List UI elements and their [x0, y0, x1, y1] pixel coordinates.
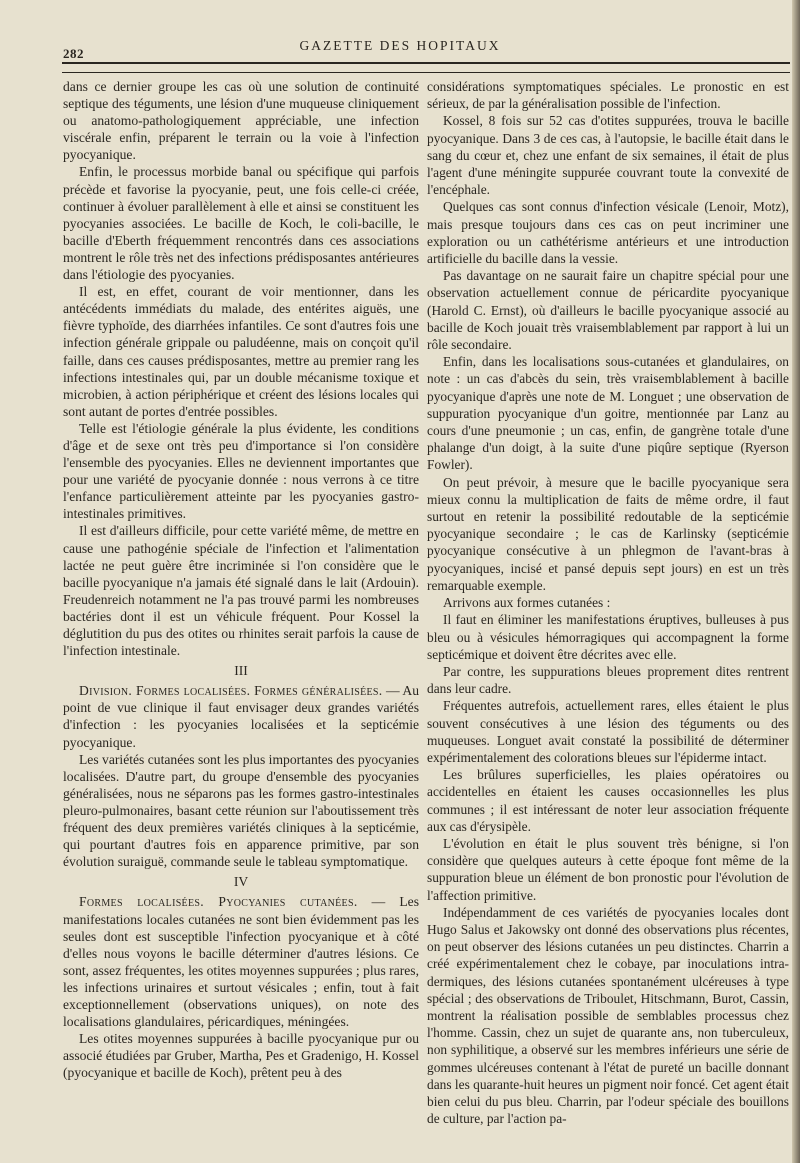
running-title: GAZETTE DES HOPITAUX	[299, 38, 501, 53]
header-rule-thick	[62, 62, 790, 64]
paragraph: On peut prévoir, à mesure que le bacille pyocyanique sera mieux connu la multiplication de faits de même ordre, il faut surtout en retenir la possibilité redoutable de la septicémie pyocyanique secondaire ; le cas de Karlinsky (septicémie pyocyanique consécutive à un phlegmon de l'avant-bras à pyocyaniques, incisé et pansé depuis sept jours) en est un très remarquable exemple.	[427, 474, 789, 593]
section-paragraph	[63, 893, 419, 1030]
left-column	[63, 78, 419, 1081]
paragraph: Telle est l'étiologie générale la plus évidente, les conditions d'âge et de sexe ont très peu d'importance si l'on considère l'ensemble des pyocyanies. Elles ne deviennent importantes que pour une variété de pyocyanie donnée : nous verrons à ce titre l'enfance particulièrement atteinte par les pyocyanies gastro-intestinales primitives.	[63, 420, 419, 522]
paragraph: Fréquentes autrefois, actuellement rares, elles étaient le plus souvent consécutives à une lésion des téguments ou des muqueuses. Longuet avait constaté la possibilité de déterminer expérimentalement des colorations bleues sur l'épiderme intact.	[427, 698, 789, 765]
page-spine-shadow	[792, 0, 800, 1163]
paragraph: Quelques cas sont connus d'infection vésicale (Lenoir, Motz), mais presque toujours dans ces cas on peut incriminer une exploration ou un cathétérisme antérieurs et une introduction artificielle du bacille dans la vessie.	[427, 199, 789, 267]
paragraph: Pas davantage on ne saurait faire un chapitre spécial pour une observation actuellement connue de péricardite pyocyanique (Harold C. Ernst), où d'ailleurs le bacille pyocyanique associé au bacille de Koch jouait très vraisemblablement par rapport à lui un rôle secondaire.	[427, 268, 789, 353]
section-number: IV	[233, 874, 249, 890]
paragraph: Enfin, le processus morbide banal ou spécifique qui parfois précède et favorise la pyocyanie, peut, une fois celle-ci créée, continuer à évoluer parallèlement à elle et ainsi se constituent les pyocyanies associées. Le bacille de Koch, le coli-bacille, le bacille d'Eberth fréquemment rencontrés dans ces associations montrent le rôle très net des infections prédisposantes antérieures dans l'étiologie des pyocyanies.	[63, 164, 419, 283]
paragraph: Arrivons aux formes cutanées :	[443, 595, 611, 611]
paragraph: Par contre, les suppurations bleues proprement dites rentrent dans leur cadre.	[427, 663, 789, 697]
paragraph: L'évolution en était le plus souvent très bénigne, si l'on considère que quelques auteurs à cette époque font même de la suppuration bleue un élément de bon pronostic pour l'évolution de l'affection primitive.	[427, 835, 789, 903]
page-number: 282	[63, 46, 84, 61]
paragraph: Il faut en éliminer les manifestations éruptives, bulleuses à pus bleu ou à vésicules hémorragiques qui accompagnent la forme septicémique et doivent être décrites avec elle.	[427, 612, 789, 662]
paragraph: Les brûlures superficielles, les plaies opératoires ou accidentelles en étaient les causes occasionnelles les plus communes ; il est intéressant de noter leur association fréquente aux cas d'érysipèle.	[427, 767, 789, 834]
section-title: Formes localisées. Pyocyanies cutanées.	[79, 894, 358, 910]
section-text: — Les manifestations locales cutanées ne sont bien évidemment pas les seules dont est susceptible l'infection pyocyanique et à côté d'elles nous voyons le bacille déterminer d'autres lésions. Ce sont, assez fréquentes, les otites moyennes suppurées ; plus rares, les infections urinaires et surtout vésicales ; enfin, tout à fait exceptionnellement (observations uniques), on note des localisations glandulaires, péricardiques, méningées.	[63, 894, 419, 1030]
paragraph: dans ce dernier groupe les cas où une solution de continuité septique des téguments, une lésion d'une muqueuse cliniquement ou anatomo-pathologiquement appréciable, une infection viscérale enfin, préparent le terrain ou la voie à l'infection pyocyanique.	[63, 79, 419, 163]
right-column	[427, 78, 789, 1127]
paragraph: Kossel, 8 fois sur 52 cas d'otites suppurées, trouva le bacille pyocyanique. Dans 3 de ces cas, à l'autopsie, le bacille était dans le sang du cœur et, chez une enfant de six semaines, il était de plus l'agent d'une méningite suppurée couvrant toute la convexité de l'encéphale.	[427, 113, 789, 198]
paragraph: Les variétés cutanées sont les plus importantes des pyocyanies localisées. D'autre part, du groupe d'ensemble des pyocyanies généralisées, nous ne séparons pas les formes gastro-intestinales pleuro-pulmonaires, basant cette réunion sur l'aboutissement très fréquent des deux premières variétés cliniques à la septicémie, qui pourtant d'autres fois en apparence primitive, par son évolution suraiguë, commande seule le tableau symptomatique.	[63, 751, 419, 870]
paragraph: considérations symptomatiques spéciales. Le pronostic en est sérieux, de par la généralisation possible de l'infection.	[427, 79, 789, 112]
paragraph: Enfin, dans les localisations sous-cutanées et glandulaires, on note : un cas d'abcès du sein, très vraisemblablement à bacille pyocyanique d'après une note de M. Longuet ; une observation de suppuration pyocyanique d'un goitre, mentionnée par Lanz au cours d'une pneumonie ; un cas, enfin, de gangrène totale d'une phalange d'un doigt, à la suite d'une piqûre septique (Ryerson Fowler).	[427, 354, 789, 473]
paragraph: Les otites moyennes suppurées à bacille pyocyanique pur ou associé étudiées par Gruber, Martha, Pes et Gradenigo, H. Kossel (pyocyanique et bacille de Koch), prêtent peu à des	[63, 1031, 419, 1081]
paragraph: Indépendamment de ces variétés de pyocyanies locales dont Hugo Salus et Jakowsky ont donné des observations plus récentes, on peut observer des lésions cutanées un peu distinctes. Charrin a créé expérimentalement chez le cobaye, par inoculations intra-dermiques, des lésions cutanées spontanément ulcéreuses à type spécial ; des observations de Triboulet, Hitschmann, Burot, Cassin, montrent la réalisation possible de semblables processus chez l'homme. Cassin, chez un sujet de quarante ans, non tuberculeux, non syphilitique, a observé sur les membres inférieurs une série de gommes ulcéreuses contenant à l'état de pureté un bacille donnant dans les quarante-huit heures un pigment noir foncé. Cet agent était bien celui du pus bleu. Charrin, par l'odeur spéciale des bouillons de culture, par l'action pa-	[427, 904, 789, 1127]
section-text: — Au point de vue clinique il faut envisager deux grandes variétés d'infection : les pyocyanies localisées et la septicémie pyocyanique.	[63, 683, 419, 750]
section-paragraph	[63, 682, 419, 750]
header-rule-thin	[62, 72, 790, 73]
paragraph: Il est d'ailleurs difficile, pour cette variété même, de mettre en cause une pathogénie spéciale de l'infection et l'alimentation lactée ne peut guère être incriminée si l'on considère que le bacille pyocyanique n'a jamais été signalé dans le lait (Ardouin). Freudenreich notamment ne l'a pas trouvé parmi les nombreuses bactéries dont il est un véhicule fréquent. Pour Kossel la déglutition du pus des otites ou rhinites serait parfois la cause de l'infection intestinale.	[63, 523, 419, 659]
paragraph: Il est, en effet, courant de voir mentionner, dans les antécédents immédiats du malade, des entérites aiguës, une fièvre typhoïde, des diarrhées infantiles. Ce sont d'autres fois une infection générale grippale ou paludéenne, mais on conçoit qu'il faille, dans ces causes prédisposantes, mettre au premier rang les infections intestinales qui, par un double mécanisme toxique et microbien, à action périphérique et créent des lésions locales qui sont autant de portes d'entrée possibles.	[63, 284, 419, 419]
section-title: Division. Formes localisées. Formes généralisées.	[79, 683, 383, 699]
section-number: III	[234, 663, 248, 679]
